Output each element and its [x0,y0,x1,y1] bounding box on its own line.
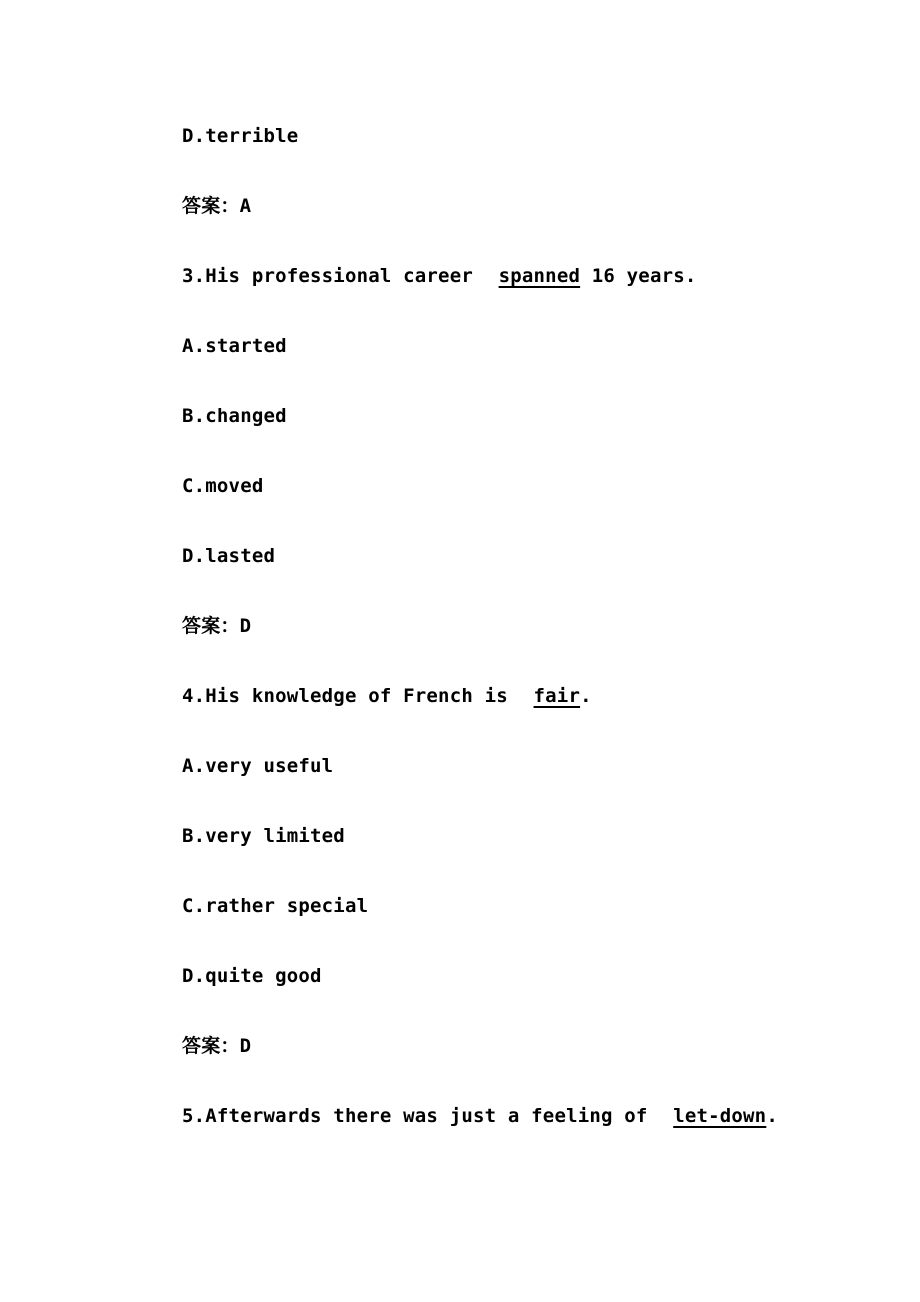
question-3-stem: 3.His professional career [182,265,485,287]
question-4-tail: . [580,685,592,707]
question-3-underlined-word: spanned [498,265,581,287]
question-4 [182,684,592,708]
answer-q2: 答案：A [182,195,252,217]
question-5-underlined-word: let-down [673,1105,767,1127]
question-4-underlined-word: fair [533,685,581,707]
option-d-q4: D.quite good [182,965,322,987]
option-a-q3: A.started [182,335,287,357]
question-5-tail: . [766,1105,778,1127]
option-c-q3: C.moved [182,475,264,497]
question-5-stem: 5.Afterwards there was just a feeling of [182,1105,660,1127]
question-3 [182,264,697,288]
option-c-q4: C.rather special [182,895,369,917]
question-4-stem: 4.His knowledge of French is [182,685,520,707]
option-b-q4: B.very limited [182,825,345,847]
option-d-q2: D.terrible [182,125,299,147]
question-3-tail: 16 years. [580,265,697,287]
answer-q3: 答案：D [182,615,252,637]
option-b-q3: B.changed [182,405,287,427]
option-d-q3: D.lasted [182,545,276,567]
option-a-q4: A.very useful [182,755,334,777]
answer-q4: 答案：D [182,1035,252,1057]
question-5 [182,1104,778,1128]
